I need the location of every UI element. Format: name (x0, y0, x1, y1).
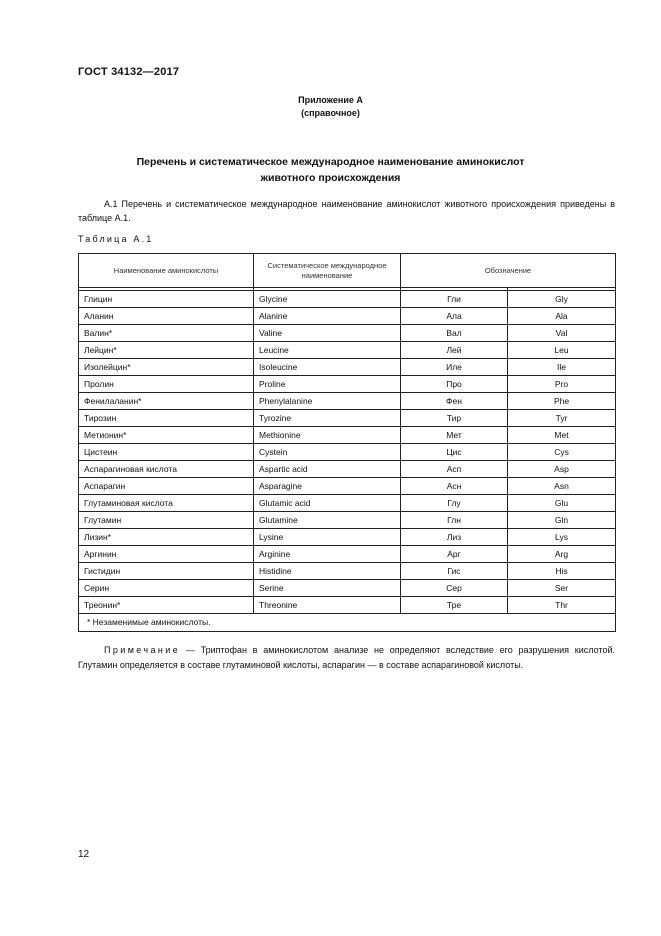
cell-name: Лейцин* (79, 342, 254, 359)
cell-designation-en: Glu (508, 495, 616, 512)
cell-designation-ru: Про (401, 376, 508, 393)
cell-name: Цистеин (79, 444, 254, 461)
cell-designation-ru: Тре (401, 597, 508, 614)
table-footnote: * Незаменимые аминокислоты. (79, 614, 616, 632)
note-label: Примечание (104, 645, 181, 655)
table-row (79, 308, 616, 325)
page-number: 12 (78, 849, 90, 860)
table-head (79, 254, 616, 291)
cell-name: Аланин (79, 308, 254, 325)
cell-designation-en: Val (508, 325, 616, 342)
cell-designation-ru: Гли (401, 291, 508, 308)
cell-systematic-name: Threonine (254, 597, 401, 614)
appendix-title: Приложение А (298, 95, 363, 105)
cell-name: Глутаминовая кислота (79, 495, 254, 512)
cell-systematic-name: Phenylalanine (254, 393, 401, 410)
table-row (79, 444, 616, 461)
cell-systematic-name: Isoleucine (254, 359, 401, 376)
table-row (79, 410, 616, 427)
cell-designation-ru: Иле (401, 359, 508, 376)
cell-name: Треонин* (79, 597, 254, 614)
cell-designation-en: Thr (508, 597, 616, 614)
cell-designation-ru: Фен (401, 393, 508, 410)
cell-designation-ru: Арг (401, 546, 508, 563)
note-text: — Триптофан в аминокислотом анализе не определяют вследствие его разрушения кислотой. Глутамин определяется в составе глутаминовой кислоты, аспарагин — в составе аспарагиновой кислоты. (78, 645, 615, 670)
cell-name: Пролин (79, 376, 254, 393)
cell-designation-ru: Тир (401, 410, 508, 427)
cell-designation-en: Gly (508, 291, 616, 308)
cell-systematic-name: Proline (254, 376, 401, 393)
cell-designation-en: Ile (508, 359, 616, 376)
cell-systematic-name: Methionine (254, 427, 401, 444)
table-row (79, 342, 616, 359)
table-body (79, 291, 616, 614)
cell-name: Глицин (79, 291, 254, 308)
cell-systematic-name: Serine (254, 580, 401, 597)
document-title-line-2: животного происхождения (260, 172, 401, 184)
appendix-subtitle: (справочное) (301, 108, 360, 118)
amino-acid-table-wrapper (78, 253, 615, 632)
cell-name: Аспарагин (79, 478, 254, 495)
table-row (79, 495, 616, 512)
cell-designation-ru: Лиз (401, 529, 508, 546)
table-row (79, 563, 616, 580)
cell-designation-en: Gln (508, 512, 616, 529)
cell-systematic-name: Leucine (254, 342, 401, 359)
cell-systematic-name: Glycine (254, 291, 401, 308)
cell-designation-ru: Глу (401, 495, 508, 512)
intro-paragraph: А.1 Перечень и систематическое международное наименование аминокислот животного происхождения приведены в таблице А.1. (78, 199, 615, 223)
cell-name: Фенилаланин* (79, 393, 254, 410)
table-row (79, 529, 616, 546)
cell-name: Гистидин (79, 563, 254, 580)
cell-systematic-name: Cystein (254, 444, 401, 461)
cell-designation-en: Arg (508, 546, 616, 563)
cell-designation-en: Pro (508, 376, 616, 393)
cell-name: Глутамин (79, 512, 254, 529)
cell-designation-en: His (508, 563, 616, 580)
cell-systematic-name: Aspartic acid (254, 461, 401, 478)
table-row (79, 325, 616, 342)
cell-systematic-name: Histidine (254, 563, 401, 580)
table-footnote-row (79, 614, 616, 632)
header-systematic: Систематическое международное наименование (254, 254, 401, 288)
table-row (79, 427, 616, 444)
cell-designation-en: Met (508, 427, 616, 444)
document-title-line-1: Перечень и систематическое международное наименование аминокислот (136, 156, 525, 168)
cell-systematic-name: Tyrozine (254, 410, 401, 427)
cell-name: Изолейцин* (79, 359, 254, 376)
cell-systematic-name: Glutamine (254, 512, 401, 529)
cell-designation-en: Tyr (508, 410, 616, 427)
cell-name: Метионин* (79, 427, 254, 444)
header-designation: Обозначение (401, 254, 616, 288)
table-row (79, 478, 616, 495)
cell-designation-ru: Вал (401, 325, 508, 342)
table-row (79, 461, 616, 478)
table-header-row (79, 254, 616, 288)
cell-designation-ru: Асн (401, 478, 508, 495)
cell-designation-en: Asp (508, 461, 616, 478)
cell-designation-ru: Ала (401, 308, 508, 325)
cell-systematic-name: Arginine (254, 546, 401, 563)
table-row (79, 291, 616, 308)
table-row (79, 376, 616, 393)
cell-designation-en: Cys (508, 444, 616, 461)
amino-acid-table (78, 253, 616, 632)
cell-designation-en: Ser (508, 580, 616, 597)
table-row (79, 597, 616, 614)
cell-systematic-name: Valine (254, 325, 401, 342)
cell-designation-ru: Лей (401, 342, 508, 359)
table-row (79, 580, 616, 597)
cell-systematic-name: Alanine (254, 308, 401, 325)
cell-designation-ru: Цис (401, 444, 508, 461)
cell-designation-ru: Глн (401, 512, 508, 529)
cell-designation-ru: Сер (401, 580, 508, 597)
table-row (79, 393, 616, 410)
cell-name: Лизин* (79, 529, 254, 546)
cell-designation-ru: Асп (401, 461, 508, 478)
table-caption: Таблица А.1 (78, 234, 154, 244)
cell-systematic-name: Glutamic acid (254, 495, 401, 512)
cell-name: Аспарагиновая кислота (79, 461, 254, 478)
standard-code: ГОСТ 34132—2017 (78, 66, 180, 78)
table-row (79, 546, 616, 563)
cell-designation-en: Asn (508, 478, 616, 495)
cell-systematic-name: Lysine (254, 529, 401, 546)
cell-designation-ru: Гис (401, 563, 508, 580)
cell-designation-ru: Мет (401, 427, 508, 444)
cell-name: Аргинин (79, 546, 254, 563)
header-name: Наименование аминокислоты (79, 254, 254, 288)
cell-designation-en: Ala (508, 308, 616, 325)
cell-name: Валин* (79, 325, 254, 342)
cell-designation-en: Lys (508, 529, 616, 546)
cell-designation-en: Phe (508, 393, 616, 410)
table-foot (79, 614, 616, 632)
note-paragraph (78, 643, 615, 673)
cell-name: Серин (79, 580, 254, 597)
document-title (60, 154, 601, 186)
table-row (79, 359, 616, 376)
table-row (79, 512, 616, 529)
cell-systematic-name: Asparagine (254, 478, 401, 495)
cell-name: Тирозин (79, 410, 254, 427)
cell-designation-en: Leu (508, 342, 616, 359)
